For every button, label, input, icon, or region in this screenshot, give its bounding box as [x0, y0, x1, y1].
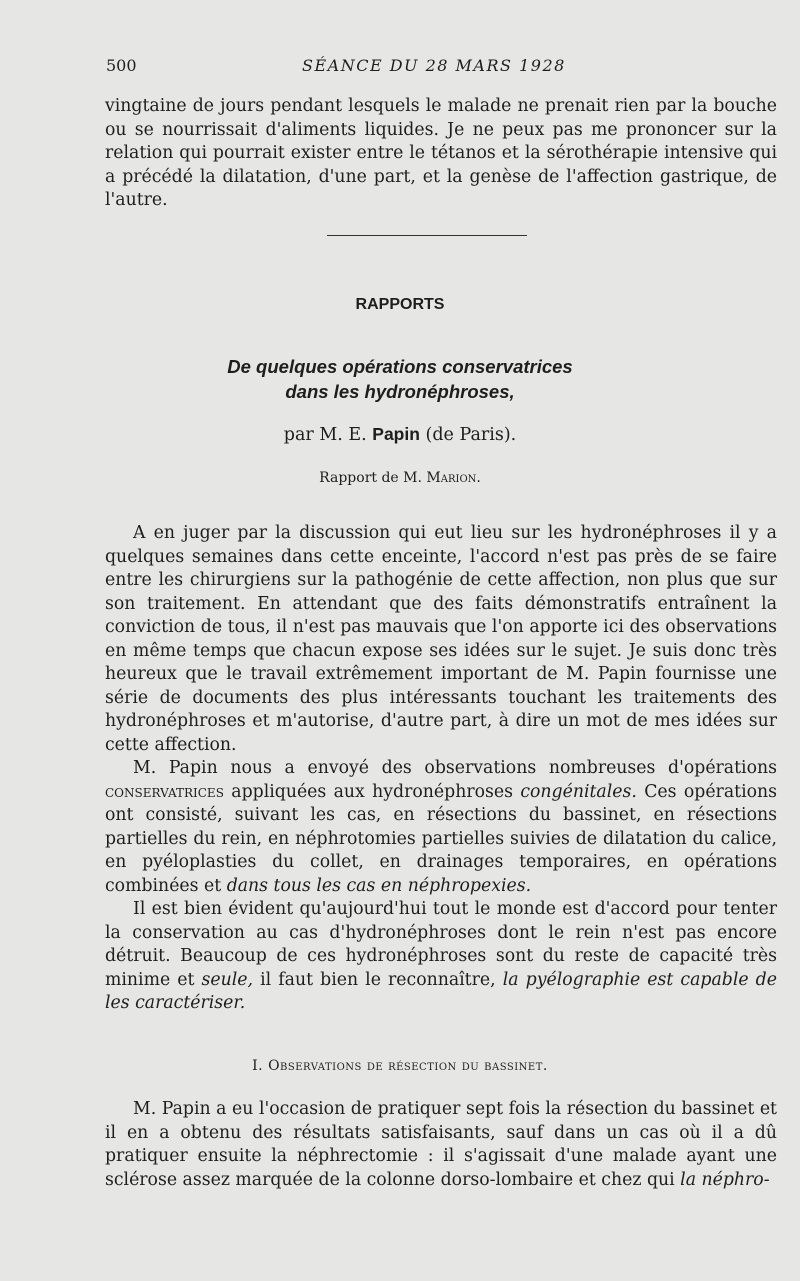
page-number: 500 — [106, 56, 137, 75]
author-prefix: par M. E. — [283, 425, 367, 445]
p4-italic: la néphro- — [680, 1169, 770, 1190]
section-heading-number: I. — [252, 1058, 264, 1074]
running-title: SÉANCE DU 28 MARS 1928 — [302, 56, 566, 75]
p3-italic-1: seule, — [201, 969, 254, 990]
article-author — [0, 424, 800, 445]
p2-italic-2: dans tous les cas en néphropexies. — [226, 875, 532, 896]
p2-smallcaps: conservatrices — [105, 781, 224, 802]
separator-rule — [327, 235, 527, 236]
section-heading-text: Observations de résection du bassinet. — [268, 1058, 548, 1074]
section-heading — [0, 1058, 800, 1074]
intro-paragraph-block — [105, 95, 777, 213]
article-title-line-2: dans les hydronéphroses, — [285, 381, 515, 402]
paragraph-1: A en juger par la discussion qui eut lieu sur les hydronéphroses il y a quelques semaines dans cette enceinte, l'accord n'est pas près de se faire entre les chirurgiens sur la pathogénie de cette affection, non plus que sur son traitement. En attendant que des faits démonstratifs entraînent la conviction de tous, il n'est pas mauvais que l'on apporte ici des observations en même temps que chacun expose ses idées sur le sujet. Je suis donc très heureux que le travail extrêmement important de M. Papin fournisse une série de documents des plus intéressants touchant les traitements des hydronéphroses et m'autorise, d'autre part, à dire un mot de mes idées sur cette affection. — [105, 523, 777, 755]
article-title — [0, 354, 800, 404]
p2-text-a: M. Papin nous a envoyé des observations nombreuses d'opérations — [133, 758, 777, 778]
report-prefix: Rapport de M. — [319, 470, 422, 486]
article-title-line-1: De quelques opérations conservatrices — [227, 356, 573, 377]
p2-text-c: Ces opérations ont consisté, suivant les cas, en résections du bassinet, en résections partielles du rein, en néphrotomies partielles suivies de dilatation du calice, en pyéloplasties du collet, en drainages temporaires, en opérations combinées et — [105, 781, 777, 896]
running-header — [106, 56, 750, 80]
p2-text-b: appliquées aux hydronéphroses — [231, 781, 513, 802]
paragraph-2 — [105, 757, 777, 898]
paragraph-3 — [105, 898, 777, 1016]
p4-text: M. Papin a eu l'occasion de pratiquer sept fois la résection du bassinet et il en a obtenu des résultats satisfaisants, sauf dans un cas où il a dû pratiquer ensuite la néphrectomie : il s'agissait d'une malade ayant une sclérose assez marquée de la colonne dorso-lombaire et chez qui — [105, 1099, 777, 1190]
p2-italic-1: congénitales. — [520, 781, 637, 802]
p3-text-a: Il est bien évident qu'aujourd'hui tout le monde est d'accord pour tenter la conservation au cas d'hydronéphroses dont le rein n'est pas encore détruit. Beaucoup de ces hydronéphroses sont du reste de capacité très minime et — [105, 899, 777, 990]
report-name: Marion. — [426, 470, 481, 486]
p3-italic-2: la pyélographie est capable de les caractériser. — [105, 969, 777, 1013]
final-text-block — [105, 1098, 777, 1192]
section-label: RAPPORTS — [355, 296, 445, 313]
p3-text-b: il faut bien le reconnaître, — [260, 969, 496, 990]
author-affiliation: (de Paris). — [425, 425, 517, 445]
report-byline — [0, 470, 800, 486]
main-text-block — [105, 522, 777, 1016]
intro-paragraph: vingtaine de jours pendant lesquels le malade ne prenait rien par la bouche ou se nourrissait d'aliments liquides. Je ne peux pas me prononcer sur la relation qui pourrait exister entre le tétanos et la sérothérapie intensive qui a précédé la dilatation, d'une part, et la genèse de l'affection gastrique, de l'autre. — [105, 96, 777, 210]
author-name: Papin — [372, 424, 420, 444]
paragraph-4 — [105, 1098, 777, 1192]
